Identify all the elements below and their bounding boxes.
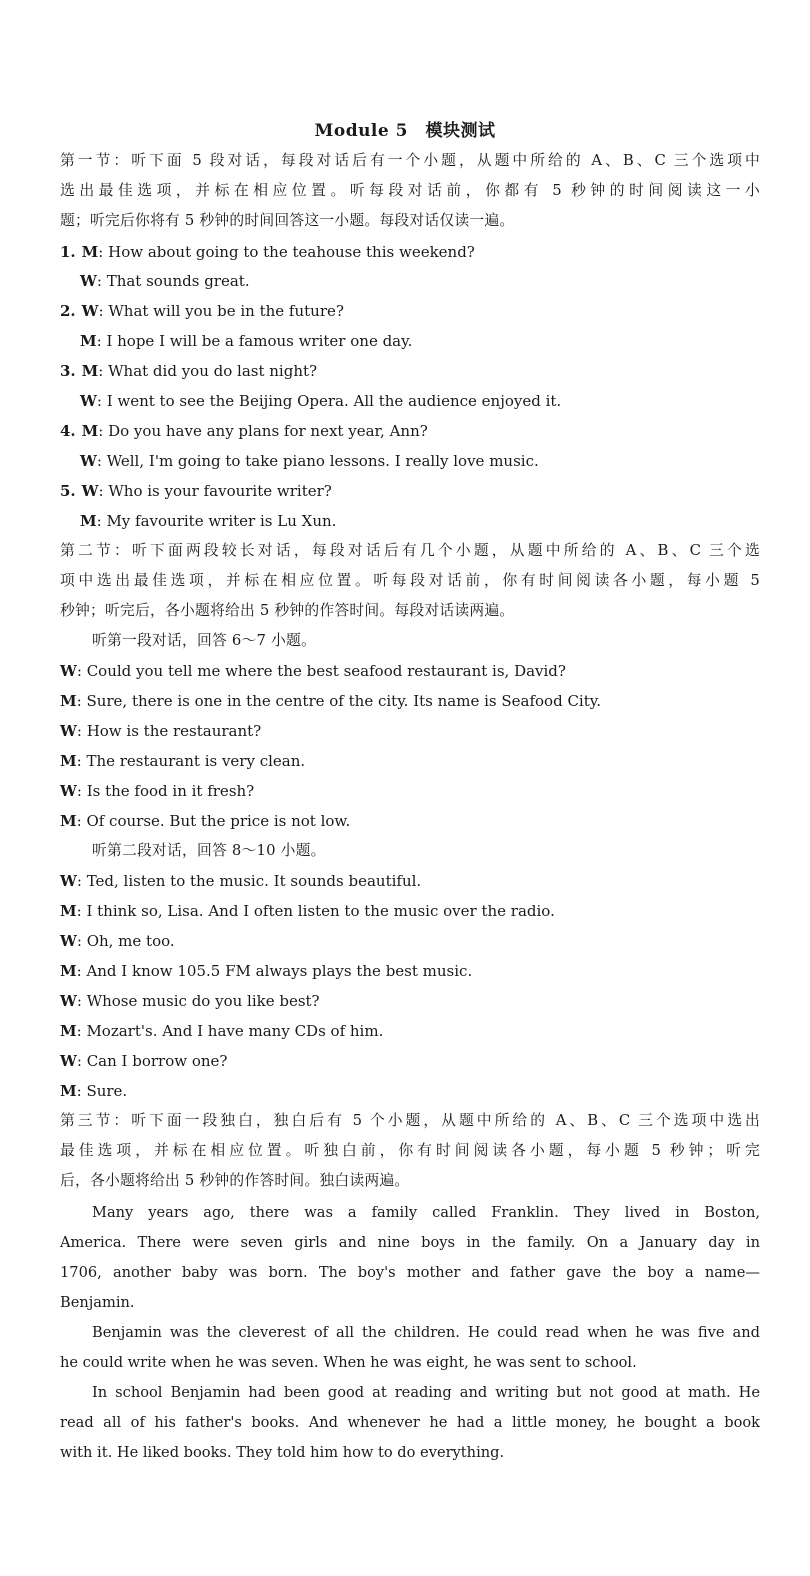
- speaker-label: M: [60, 812, 77, 830]
- conversation-2-line: W: Oh, me too.: [60, 932, 175, 950]
- dialogue-text: Well, I'm going to take piano lessons. I really love music.: [106, 452, 539, 470]
- dialogue-2-line-2: M: I hope I will be a famous writer one day.: [80, 332, 413, 350]
- dialogue-5-line-1: 5. W: Who is your favourite writer?: [60, 482, 332, 500]
- dialogue-text: What will you be in the future?: [108, 302, 344, 320]
- speaker-label: W: [80, 452, 97, 470]
- passage-p2-line-2: he could write when he was seven. When he was eight, he was sent to school.: [60, 1354, 637, 1371]
- conversation-2-line: W: Can I borrow one?: [60, 1052, 228, 1070]
- dialogue-text: What did you do last night?: [108, 362, 318, 380]
- dialogue-text: I think so, Lisa. And I often listen to the music over the radio.: [86, 902, 555, 920]
- conversation-1-line: W: How is the restaurant?: [60, 722, 262, 740]
- dialogue-text: I went to see the Beijing Opera. All the audience enjoyed it.: [106, 392, 562, 410]
- dialogue-text: Who is your favourite writer?: [108, 482, 332, 500]
- section2-line-2: 项中选出最佳选项，并标在相应位置。听每段对话前，你有时间阅读各小题，每小题 5: [60, 572, 760, 589]
- conversation-2-line: W: Ted, listen to the music. It sounds beautiful.: [60, 872, 422, 890]
- speaker-label: W: [81, 482, 99, 500]
- dialogue-2-line-1: 2. W: What will you be in the future?: [60, 302, 344, 320]
- dialogue-text: And I know 105.5 FM always plays the best music.: [86, 962, 473, 980]
- speaker-label: M: [60, 1082, 77, 1100]
- speaker-label: W: [60, 722, 77, 740]
- passage-p1-line-2: America. There were seven girls and nine boys in the family. On a January day in: [60, 1234, 760, 1251]
- dialogue-text: Oh, me too.: [86, 932, 175, 950]
- passage-p1-line-4: Benjamin.: [60, 1294, 135, 1311]
- passage-p1-line-1: Many years ago, there was a family called Franklin. They lived in Boston,: [92, 1204, 760, 1221]
- dialogue-text: My favourite writer is Lu Xun.: [106, 512, 337, 530]
- dialogue-text: That sounds great.: [106, 272, 250, 290]
- dialogue-3-line-2: W: I went to see the Beijing Opera. All the audience enjoyed it.: [80, 392, 562, 410]
- conversation-1-line: M: The restaurant is very clean.: [60, 752, 306, 770]
- conversation-2-line: W: Whose music do you like best?: [60, 992, 320, 1010]
- speaker-label: M: [80, 512, 97, 530]
- speaker-label: W: [81, 302, 99, 320]
- speaker-label: M: [81, 362, 99, 380]
- question-number: 1.: [60, 243, 76, 261]
- dialogue-text: Could you tell me where the best seafood restaurant is, David?: [86, 662, 566, 680]
- speaker-label: M: [80, 332, 97, 350]
- passage-p3-line-1: In school Benjamin had been good at reading and writing but not good at math. He: [92, 1384, 760, 1401]
- speaker-label: W: [80, 272, 97, 290]
- speaker-label: M: [60, 692, 77, 710]
- speaker-label: W: [60, 872, 77, 890]
- conversation-1-line: M: Sure, there is one in the centre of the city. Its name is Seafood City.: [60, 692, 601, 710]
- section2-line-3: 秒钟；听完后，各小题将给出 5 秒钟的作答时间。每段对话读两遍。: [60, 602, 515, 619]
- dialogue-text: Whose music do you like best?: [86, 992, 320, 1010]
- conversation-1-intro: 听第一段对话，回答 6～7 小题。: [92, 632, 316, 649]
- question-number: 5.: [60, 482, 76, 500]
- section3-line-2: 最佳选项，并标在相应位置。听独白前，你有时间阅读各小题，每小题 5 秒钟；听完: [60, 1142, 760, 1159]
- conversation-2-line: M: And I know 105.5 FM always plays the best music.: [60, 962, 473, 980]
- speaker-label: W: [60, 992, 77, 1010]
- dialogue-text: Sure.: [86, 1082, 128, 1100]
- dialogue-text: I hope I will be a famous writer one day.: [106, 332, 413, 350]
- dialogue-3-line-1: 3. M: What did you do last night?: [60, 362, 318, 380]
- dialogue-text: Can I borrow one?: [86, 1052, 228, 1070]
- dialogue-text: Ted, listen to the music. It sounds beautiful.: [86, 872, 422, 890]
- speaker-label: M: [60, 1022, 77, 1040]
- conversation-2-line: M: Sure.: [60, 1082, 128, 1100]
- passage-p1-line-3: 1706, another baby was born. The boy's mother and father gave the boy a name—: [60, 1264, 760, 1281]
- speaker-label: M: [60, 962, 77, 980]
- speaker-label: M: [81, 422, 99, 440]
- conversation-1-line: W: Could you tell me where the best seafood restaurant is, David?: [60, 662, 566, 680]
- passage-p3-line-2: read all of his father's books. And whenever he had a little money, he bought a book: [60, 1414, 760, 1431]
- speaker-label: W: [60, 1052, 77, 1070]
- dialogue-text: How about going to the teahouse this weekend?: [108, 243, 475, 261]
- dialogue-text: The restaurant is very clean.: [86, 752, 306, 770]
- section1-line-2: 选出最佳选项，并标在相应位置。听每段对话前，你都有 5 秒钟的时间阅读这一小: [60, 182, 760, 199]
- page-title: Module 5 模块测试: [314, 121, 496, 141]
- conversation-1-line: M: Of course. But the price is not low.: [60, 812, 351, 830]
- section3-line-1: 第三节：听下面一段独白，独白后有 5 个小题，从题中所给的 A、B、C 三个选项中选出: [60, 1112, 760, 1129]
- dialogue-text: Sure, there is one in the centre of the city. Its name is Seafood City.: [86, 692, 601, 710]
- section1-line-3: 题；听完后你将有 5 秒钟的时间回答这一小题。每段对话仅读一遍。: [60, 212, 515, 229]
- section3-line-3: 后，各小题将给出 5 秒钟的作答时间。独白读两遍。: [60, 1172, 410, 1189]
- conversation-2-intro: 听第二段对话，回答 8～10 小题。: [92, 842, 326, 859]
- dialogue-text: Do you have any plans for next year, Ann?: [108, 422, 428, 440]
- conversation-1-line: W: Is the food in it fresh?: [60, 782, 255, 800]
- section2-line-1: 第二节：听下面两段较长对话，每段对话后有几个小题，从题中所给的 A、B、C 三个选: [60, 542, 760, 559]
- dialogue-text: Of course. But the price is not low.: [86, 812, 351, 830]
- dialogue-text: Mozart's. And I have many CDs of him.: [86, 1022, 384, 1040]
- dialogue-4-line-2: W: Well, I'm going to take piano lessons. I really love music.: [80, 452, 539, 470]
- question-number: 2.: [60, 302, 76, 320]
- passage-p2-line-1: Benjamin was the cleverest of all the children. He could read when he was five and: [92, 1324, 760, 1341]
- speaker-label: W: [60, 782, 77, 800]
- conversation-2-line: M: Mozart's. And I have many CDs of him.: [60, 1022, 384, 1040]
- section1-line-1: 第一节：听下面 5 段对话，每段对话后有一个小题，从题中所给的 A、B、C 三个选项中: [60, 152, 760, 169]
- dialogue-1-line-2: W: That sounds great.: [80, 272, 250, 290]
- speaker-label: W: [60, 662, 77, 680]
- dialogue-text: How is the restaurant?: [86, 722, 262, 740]
- dialogue-1-line-1: 1. M: How about going to the teahouse this weekend?: [60, 243, 475, 261]
- dialogue-5-line-2: M: My favourite writer is Lu Xun.: [80, 512, 337, 530]
- speaker-label: M: [81, 243, 99, 261]
- dialogue-text: Is the food in it fresh?: [86, 782, 255, 800]
- speaker-label: M: [60, 752, 77, 770]
- question-number: 4.: [60, 422, 76, 440]
- conversation-2-line: M: I think so, Lisa. And I often listen to the music over the radio.: [60, 902, 555, 920]
- question-number: 3.: [60, 362, 76, 380]
- speaker-label: W: [80, 392, 97, 410]
- dialogue-4-line-1: 4. M: Do you have any plans for next year, Ann?: [60, 422, 428, 440]
- speaker-label: W: [60, 932, 77, 950]
- passage-p3-line-3: with it. He liked books. They told him how to do everything.: [60, 1444, 505, 1461]
- speaker-label: M: [60, 902, 77, 920]
